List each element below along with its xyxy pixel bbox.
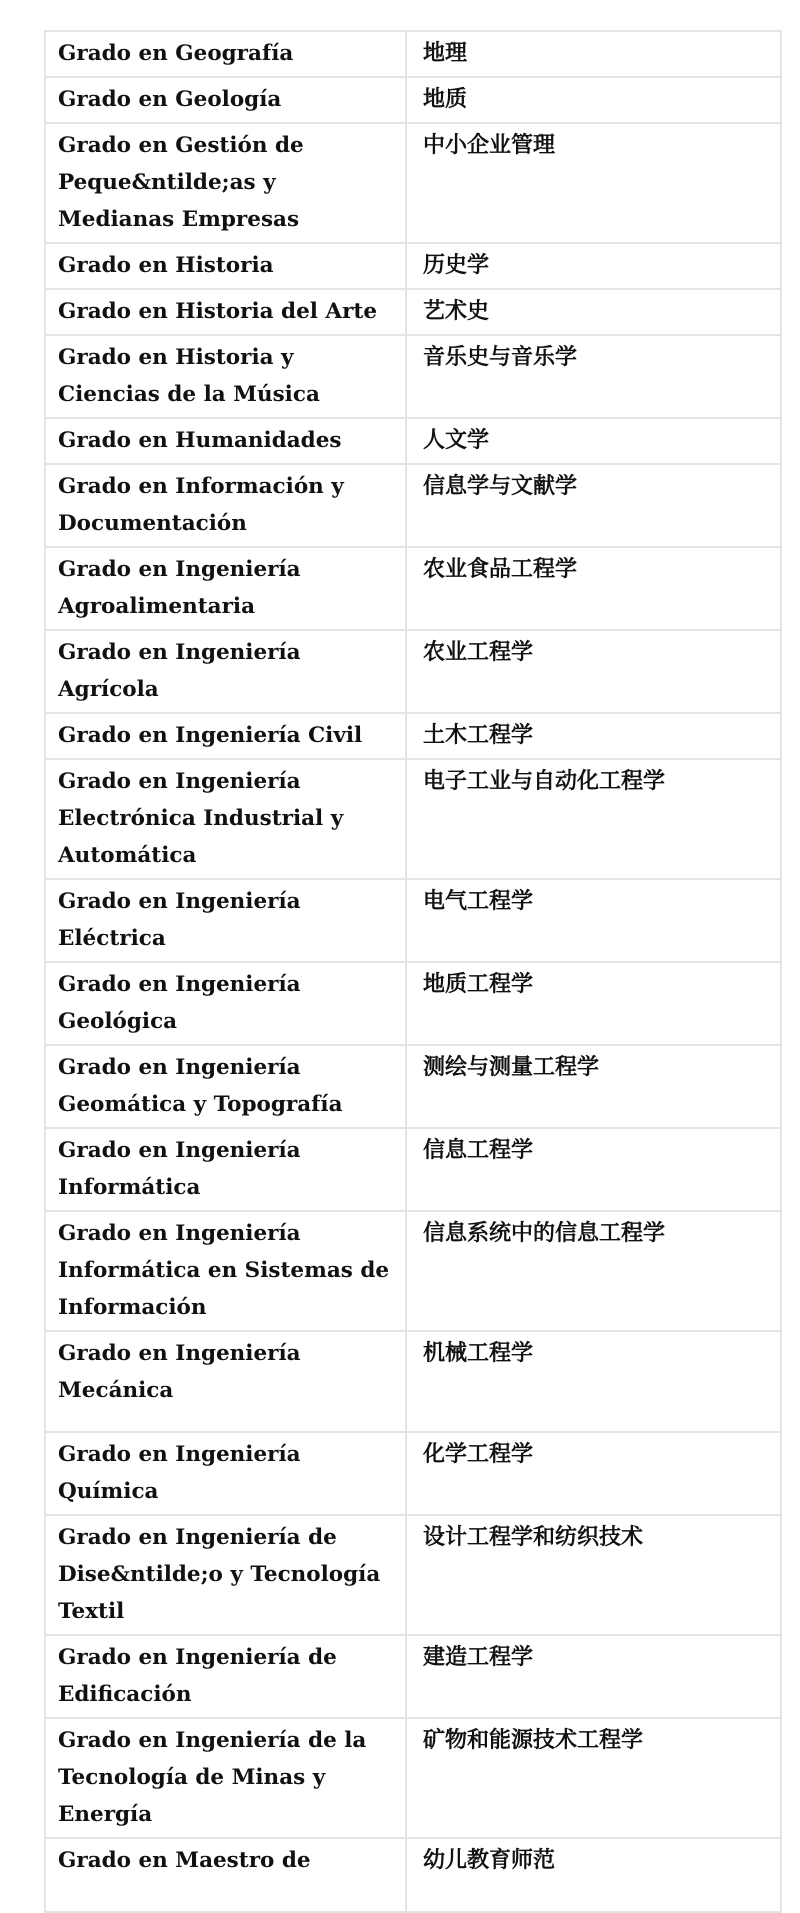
table-row (45, 31, 781, 77)
table-row (45, 1211, 781, 1331)
degree-name-es: Grado en Ingeniería de Edificación (45, 1635, 406, 1718)
degree-name-zh: 机械工程学 (406, 1331, 781, 1432)
degree-name-zh: 设计工程学和纺织技术 (406, 1515, 781, 1635)
degree-name-es: Grado en Maestro de (45, 1838, 406, 1912)
degree-name-es: Grado en Humanidades (45, 418, 406, 464)
degree-name-zh: 化学工程学 (406, 1432, 781, 1515)
degree-name-zh: 地理 (406, 31, 781, 77)
table-row (45, 1331, 781, 1432)
degree-name-es: Grado en Ingeniería de Dise&ntilde;o y Tecnología Textil (45, 1515, 406, 1635)
degree-name-zh: 电气工程学 (406, 879, 781, 962)
table-row (45, 1128, 781, 1211)
degree-name-zh: 音乐史与音乐学 (406, 335, 781, 418)
table-row (45, 547, 781, 630)
degree-name-es: Grado en Ingeniería Agroalimentaria (45, 547, 406, 630)
degree-name-zh: 历史学 (406, 243, 781, 289)
degree-name-zh: 电子工业与自动化工程学 (406, 759, 781, 879)
table-row (45, 1432, 781, 1515)
degree-name-zh: 土木工程学 (406, 713, 781, 759)
degree-name-zh: 中小企业管理 (406, 123, 781, 243)
degree-name-zh: 农业工程学 (406, 630, 781, 713)
table-row (45, 418, 781, 464)
table-row (45, 77, 781, 123)
degree-translation-table-container (44, 30, 780, 1913)
table-row (45, 630, 781, 713)
degree-name-es: Grado en Ingeniería Geológica (45, 962, 406, 1045)
table-row (45, 962, 781, 1045)
degree-name-zh: 艺术史 (406, 289, 781, 335)
degree-name-es: Grado en Ingeniería Química (45, 1432, 406, 1515)
degree-name-zh: 农业食品工程学 (406, 547, 781, 630)
degree-name-es: Grado en Ingeniería Geomática y Topografía (45, 1045, 406, 1128)
degree-name-es: Grado en Historia del Arte (45, 289, 406, 335)
degree-name-es: Grado en Ingeniería Eléctrica (45, 879, 406, 962)
table-row (45, 335, 781, 418)
degree-name-es: Grado en Ingeniería Informática en Sistemas de Información (45, 1211, 406, 1331)
degree-name-zh: 信息工程学 (406, 1128, 781, 1211)
table-row (45, 464, 781, 547)
degree-name-es: Grado en Historia y Ciencias de la Música (45, 335, 406, 418)
degree-name-es: Grado en Geografía (45, 31, 406, 77)
degree-name-zh: 地质 (406, 77, 781, 123)
degree-name-zh: 信息系统中的信息工程学 (406, 1211, 781, 1331)
table-row (45, 1045, 781, 1128)
table-row (45, 1838, 781, 1912)
table-row (45, 879, 781, 962)
degree-name-zh: 矿物和能源技术工程学 (406, 1718, 781, 1838)
table-row (45, 1718, 781, 1838)
table-row (45, 759, 781, 879)
table-row (45, 123, 781, 243)
table-body (45, 31, 781, 1912)
degree-name-es: Grado en Ingeniería Informática (45, 1128, 406, 1211)
table-row (45, 1635, 781, 1718)
degree-translation-table (44, 30, 782, 1913)
degree-name-es: Grado en Ingeniería Agrícola (45, 630, 406, 713)
degree-name-es: Grado en Historia (45, 243, 406, 289)
table-row (45, 713, 781, 759)
table-row (45, 1515, 781, 1635)
degree-name-zh: 测绘与测量工程学 (406, 1045, 781, 1128)
degree-name-es: Grado en Geología (45, 77, 406, 123)
table-row (45, 289, 781, 335)
degree-name-es: Grado en Ingeniería Mecánica (45, 1331, 406, 1432)
degree-name-zh: 人文学 (406, 418, 781, 464)
degree-name-es: Grado en Ingeniería Civil (45, 713, 406, 759)
degree-name-es: Grado en Ingeniería de la Tecnología de Minas y Energía (45, 1718, 406, 1838)
degree-name-es: Grado en Ingeniería Electrónica Industrial y Automática (45, 759, 406, 879)
degree-name-es: Grado en Información y Documentación (45, 464, 406, 547)
degree-name-zh: 地质工程学 (406, 962, 781, 1045)
degree-name-zh: 幼儿教育师范 (406, 1838, 781, 1912)
degree-name-zh: 建造工程学 (406, 1635, 781, 1718)
degree-name-es: Grado en Gestión de Peque&ntilde;as y Medianas Empresas (45, 123, 406, 243)
table-row (45, 243, 781, 289)
degree-name-zh: 信息学与文献学 (406, 464, 781, 547)
